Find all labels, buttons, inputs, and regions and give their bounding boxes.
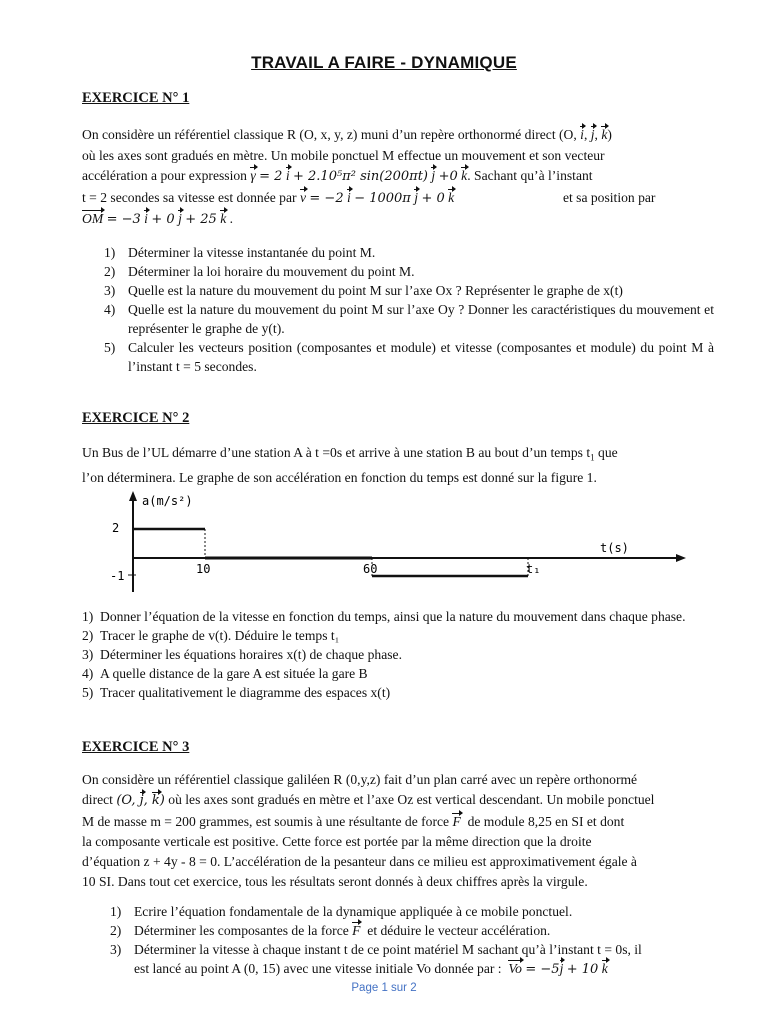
exercise-3-heading: EXERCICE N° 3 xyxy=(82,739,190,755)
ex1-line-3: accélération a pour expression γ = 2 i + 2.10⁵π² sin(200πt) j +0 k. Sachant qu’à l’instant xyxy=(82,166,714,188)
exercise-1-heading: EXERCICE N° 1 xyxy=(82,90,190,106)
ex1-line-2: où les axes sont gradués en mètre. Un mobile ponctuel M effectue un mouvement et son vecteur xyxy=(82,147,605,163)
ex3-line-4: la composante verticale est positive. Cette force est portée par la même direction que la droite xyxy=(82,833,592,849)
exercise-2-statement xyxy=(82,443,714,489)
x-tick-t1: t₁ xyxy=(526,562,541,576)
list-item: 2) Tracer le graphe de v(t). Déduire le temps t₁ xyxy=(82,628,340,643)
exercise-3-statement xyxy=(82,770,714,893)
x-axis-arrow xyxy=(676,554,686,562)
list-item: 4) A quelle distance de la gare A est située la gare B xyxy=(82,666,368,681)
list-item: 2) Déterminer la loi horaire du mouvement du point M. xyxy=(104,264,415,279)
exercise-2-heading: EXERCICE N° 2 xyxy=(82,410,190,426)
list-item: 3) Déterminer les équations horaires x(t) de chaque phase. xyxy=(82,647,402,662)
x-tick-60: 60 xyxy=(363,562,378,576)
exercise-3-questions xyxy=(110,902,714,979)
list-item: 1) Déterminer la vitesse instantanée du point M. xyxy=(104,245,376,260)
list-item: 5) Calculer les vecteurs position (composantes et module) et vitesse (composantes et module) du point M à l’instant t = 5 secondes. xyxy=(104,340,714,374)
list-item: 3) Déterminer la vitesse à chaque instant t de ce point matériel M sachant qu’à l’instant t = 0s, il est lancé au point A (0, 15) avec une vitesse initiale Vo donnée par : Vo = −5j + 10 k xyxy=(110,942,642,977)
list-item: 4) Quelle est la nature du mouvement du point M sur l’axe Oy ? Donner les caractéristiques du mouvement et représenter le graphe de y(t). xyxy=(104,302,714,336)
exercise-1-statement: On considère un référentiel classique R (O, x, y, z) muni d’un repère orthonormé direct (O, i, j, k) où les axes sont gradués en mètre. Un mobile ponctuel M effectue un mouvement et son vecteur accélération a pour expression γ = 2 i + 2.10⁵π² sin(200πt) j +0 k. Sachant qu’à l’instant t = 2 secondes sa vitesse est donnée par v = −2 i − 1000π j + 0 k et sa position par OM = −3 i + 0 j + 25 k . xyxy=(82,125,714,231)
page-footer: Page 1 sur 2 xyxy=(351,982,417,994)
acceleration-time-figure xyxy=(100,488,690,596)
exercise-2-questions xyxy=(82,607,714,702)
x-tick-10: 10 xyxy=(196,562,211,576)
ex3-line-5: d’équation z + 4y - 8 = 0. L’accélération de la pesanteur dans ce milieu est approximativement égale à xyxy=(82,854,637,870)
list-item: 2) Déterminer les composantes de la force F et déduire le vecteur accélération. xyxy=(110,923,551,938)
ex2-line-2: l’on déterminera. Le graphe de son accélération en fonction du temps est donné sur la figure 1. xyxy=(82,470,597,486)
list-item: 3) Quelle est la nature du mouvement du point M sur l’axe Ox ? Représenter le graphe de x(t) xyxy=(104,283,623,298)
list-item: 1) Ecrire l’équation fondamentale de la dynamique appliquée à ce mobile ponctuel. xyxy=(110,904,573,919)
document-title: TRAVAIL A FAIRE - DYNAMIQUE xyxy=(251,53,517,72)
y-tick-2: 2 xyxy=(112,521,120,535)
x-axis-label: t(s) xyxy=(600,541,629,555)
y-tick-minus-1: -1 xyxy=(110,569,125,583)
ex3-line-3: M de masse m = 200 grammes, est soumis à une résultante de force F de module 8,25 en SI et dont xyxy=(82,812,714,832)
list-item: 5) Tracer qualitativement le diagramme des espaces x(t) xyxy=(82,685,391,700)
y-axis-arrow xyxy=(129,491,137,501)
exercise-1-questions xyxy=(104,243,714,376)
ex3-line-1: On considère un référentiel classique galiléen R (0,y,z) fait d’un plan carré avec un repère orthonormé xyxy=(82,772,638,787)
ex2-line-1: Un Bus de l’UL démarre d’une station A à t =0s et arrive à une station B au bout d’un temps $t_1$ que xyxy=(82,445,618,463)
y-axis-label: a(m/s²) xyxy=(142,494,193,508)
list-item: 1) Donner l’équation de la vitesse en fonction du temps, ainsi que la nature du mouvement dans chaque phase. xyxy=(82,609,686,624)
ex1-line-1: On considère un référentiel classique R (O, x, y, z) muni d’un repère orthonormé direct (O, xyxy=(82,127,577,142)
ex1-line-4: t = 2 secondes sa vitesse est donnée par v = −2 i − 1000π j + 0 k et sa position par xyxy=(82,188,714,210)
ex3-line-6: 10 SI. Dans tout cet exercice, tous les résultats seront donnés à deux chiffres après la virgule. xyxy=(82,874,588,890)
ex1-line-5: OM = −3 i + 0 j + 25 k . xyxy=(82,209,714,231)
ex3-line-2: direct (O, j, k) où les axes sont gradués en mètre et l’axe Oz est vertical descendant. Un mobile ponctuel xyxy=(82,790,714,811)
